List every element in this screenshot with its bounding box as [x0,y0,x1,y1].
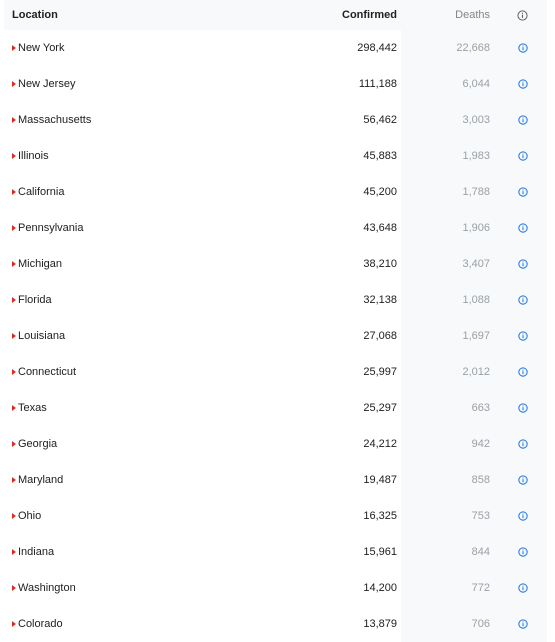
info-icon[interactable] [518,151,528,161]
confirmed-cell: 27,068 [363,330,397,342]
table-row[interactable] [4,174,553,210]
confirmed-cell: 13,879 [363,618,397,630]
table-row[interactable] [4,210,553,246]
row-info-icon[interactable] [498,174,547,210]
deaths-cell: 663 [401,390,498,426]
row-info-icon[interactable] [498,462,547,498]
row-info-icon[interactable] [498,30,547,66]
deaths-cell: 1,788 [401,174,498,210]
row-info-icon[interactable] [498,210,547,246]
location-name[interactable]: Florida [18,294,52,306]
row-info-icon[interactable] [498,102,547,138]
row-info-icon[interactable] [498,498,547,534]
location-cell[interactable] [4,582,275,594]
row-info-icon[interactable] [498,570,547,606]
location-cell[interactable] [4,78,275,90]
location-name[interactable]: New York [18,42,65,54]
table-row[interactable] [4,390,553,426]
confirmed-cell: 25,297 [363,402,397,414]
expand-arrow-icon[interactable] [12,405,16,411]
confirmed-cell: 24,212 [363,438,397,450]
deaths-cell: 772 [401,570,498,606]
info-icon[interactable] [518,583,528,593]
deaths-cell: 1,906 [401,210,498,246]
expand-arrow-icon[interactable] [12,117,16,123]
location-cell[interactable] [4,366,275,378]
confirmed-cell: 45,200 [363,186,397,198]
info-icon[interactable] [518,619,528,629]
location-cell[interactable] [4,618,275,630]
info-icon[interactable] [518,115,528,125]
table-header [4,0,553,30]
table-row[interactable] [4,102,553,138]
deaths-cell: 706 [401,606,498,642]
expand-arrow-icon[interactable] [12,153,16,159]
table-row[interactable] [4,246,553,282]
info-icon[interactable] [518,187,528,197]
expand-arrow-icon[interactable] [12,261,16,267]
info-icon[interactable] [518,367,528,377]
cases-table [4,0,553,642]
location-cell[interactable] [4,402,275,414]
location-cell[interactable] [4,258,275,270]
info-icon[interactable] [518,331,528,341]
table-row[interactable] [4,66,553,102]
row-info-icon[interactable] [498,534,547,570]
info-icon[interactable] [518,259,528,269]
info-icon[interactable] [518,43,528,53]
info-icon[interactable] [518,295,528,305]
info-icon[interactable] [518,223,528,233]
info-icon[interactable] [518,547,528,557]
table-row[interactable] [4,534,553,570]
expand-arrow-icon[interactable] [12,549,16,555]
confirmed-cell: 15,961 [363,546,397,558]
header-info-icon[interactable] [498,0,547,30]
row-info-icon[interactable] [498,138,547,174]
deaths-cell: 3,407 [401,246,498,282]
column-header-confirmed[interactable]: Confirmed [275,0,401,30]
expand-arrow-icon[interactable] [12,441,16,447]
location-name[interactable]: Illinois [18,150,49,162]
column-header-deaths[interactable]: Deaths [401,0,498,30]
confirmed-cell: 25,997 [363,366,397,378]
deaths-cell: 3,003 [401,102,498,138]
row-info-icon[interactable] [498,390,547,426]
table-row[interactable] [4,138,553,174]
location-cell[interactable] [4,330,275,342]
location-name[interactable]: Texas [18,402,47,414]
expand-arrow-icon[interactable] [12,297,16,303]
table-body [4,30,553,642]
confirmed-cell: 43,648 [363,222,397,234]
table-row[interactable] [4,498,553,534]
row-info-icon[interactable] [498,282,547,318]
location-name[interactable]: Maryland [18,474,64,486]
deaths-cell: 22,668 [401,30,498,66]
expand-arrow-icon[interactable] [12,585,16,591]
expand-arrow-icon[interactable] [12,45,16,51]
location-name[interactable]: Washington [18,582,76,594]
row-info-icon[interactable] [498,354,547,390]
location-name[interactable]: Massachusetts [18,114,92,126]
column-header-location[interactable]: Location [4,0,275,30]
deaths-cell: 1,697 [401,318,498,354]
deaths-cell: 858 [401,462,498,498]
confirmed-cell: 19,487 [363,474,397,486]
location-name[interactable]: Indiana [18,546,55,558]
expand-arrow-icon[interactable] [12,225,16,231]
deaths-cell: 2,012 [401,354,498,390]
deaths-cell: 1,088 [401,282,498,318]
expand-arrow-icon[interactable] [12,81,16,87]
table-row[interactable] [4,354,553,390]
confirmed-cell: 16,325 [363,510,397,522]
deaths-cell: 1,983 [401,138,498,174]
table-row[interactable] [4,570,553,606]
confirmed-cell: 111,188 [358,78,397,90]
deaths-cell: 942 [401,426,498,462]
expand-arrow-icon[interactable] [12,513,16,519]
location-cell[interactable] [4,114,275,126]
info-icon[interactable] [518,79,528,89]
expand-arrow-icon[interactable] [12,189,16,195]
location-cell[interactable] [4,42,275,54]
location-cell[interactable] [4,294,275,306]
table-row[interactable] [4,282,553,318]
row-info-icon[interactable] [498,66,547,102]
table-row[interactable] [4,30,553,66]
confirmed-cell: 38,210 [363,258,397,270]
location-name[interactable]: Louisiana [18,330,66,342]
confirmed-cell: 14,200 [363,582,397,594]
confirmed-cell: 298,442 [357,42,397,54]
location-cell[interactable] [4,546,275,558]
confirmed-cell: 32,138 [363,294,397,306]
location-cell[interactable] [4,438,275,450]
table-row[interactable] [4,318,553,354]
info-icon[interactable] [518,511,528,521]
location-cell[interactable] [4,510,275,522]
table-row[interactable] [4,606,553,642]
expand-arrow-icon[interactable] [12,333,16,339]
table-row[interactable] [4,462,553,498]
location-name[interactable]: Ohio [18,510,42,522]
location-name[interactable]: Colorado [18,618,63,630]
confirmed-cell: 45,883 [363,150,397,162]
location-name[interactable]: Michigan [18,258,63,270]
row-info-icon[interactable] [498,318,547,354]
location-name[interactable]: Georgia [18,438,58,450]
location-cell[interactable] [4,222,275,234]
expand-arrow-icon[interactable] [12,477,16,483]
deaths-cell: 6,044 [401,66,498,102]
deaths-cell: 844 [401,534,498,570]
table-row[interactable] [4,426,553,462]
location-name[interactable]: Pennsylvania [18,222,84,234]
location-name[interactable]: Connecticut [18,366,77,378]
expand-arrow-icon[interactable] [12,369,16,375]
row-info-icon[interactable] [498,246,547,282]
expand-arrow-icon[interactable] [12,621,16,627]
location-name[interactable]: New Jersey [18,78,76,90]
location-cell[interactable] [4,474,275,486]
info-icon[interactable] [518,439,528,449]
location-name[interactable]: California [18,186,65,198]
deaths-cell: 753 [401,498,498,534]
confirmed-cell: 56,462 [363,114,397,126]
row-info-icon[interactable] [498,426,547,462]
info-icon[interactable] [518,403,528,413]
location-cell[interactable] [4,186,275,198]
location-cell[interactable] [4,150,275,162]
row-info-icon[interactable] [498,606,547,642]
info-icon[interactable] [518,475,528,485]
